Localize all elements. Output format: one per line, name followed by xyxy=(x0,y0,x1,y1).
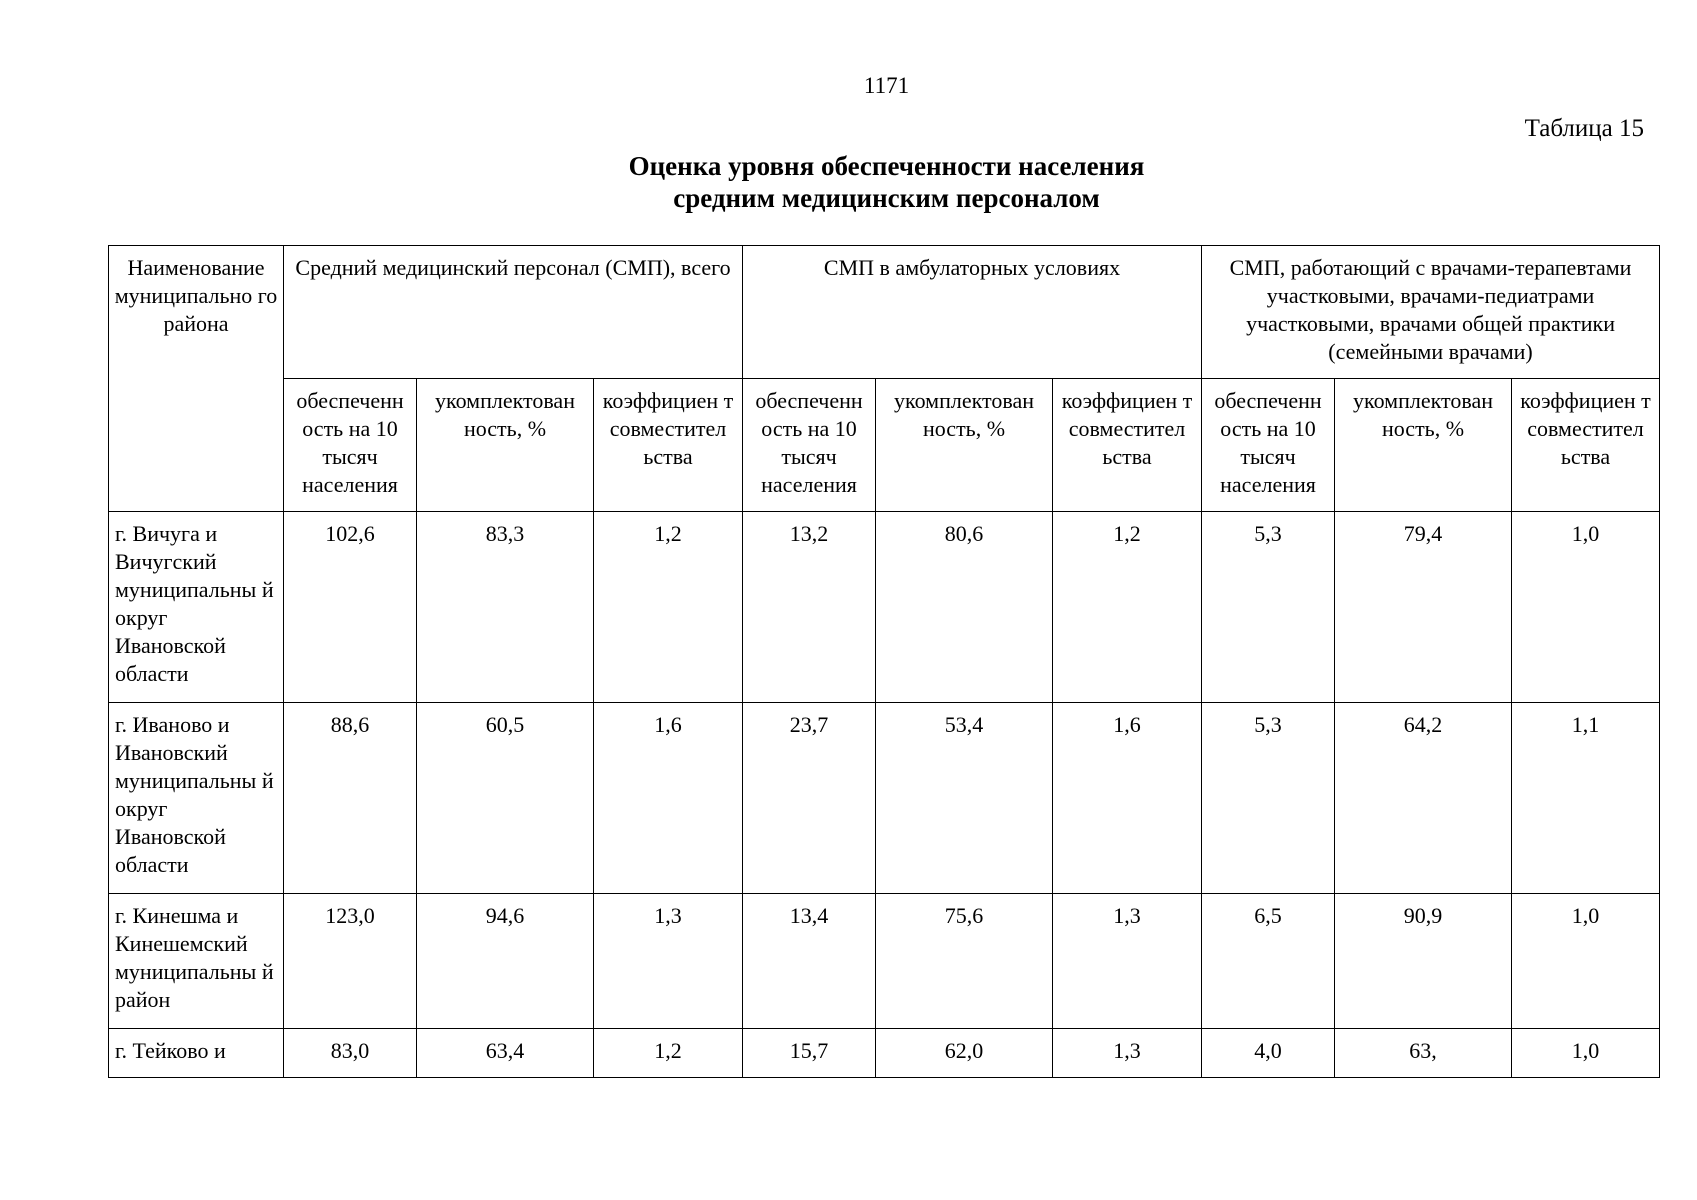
table-cell: 64,2 xyxy=(1335,703,1512,894)
header-group-total: Средний медицинский персонал (СМП), всего xyxy=(284,246,743,379)
header-row-subcolumns xyxy=(109,379,1660,512)
table-cell: 102,6 xyxy=(284,512,417,703)
table-cell: 6,5 xyxy=(1202,894,1335,1029)
table-cell: 13,2 xyxy=(743,512,876,703)
table-cell: 23,7 xyxy=(743,703,876,894)
table-row xyxy=(109,703,1660,894)
header-provision: обеспеченн ость на 10 тысяч населения xyxy=(284,379,417,512)
table-cell: 1,2 xyxy=(594,512,743,703)
table-cell: 53,4 xyxy=(876,703,1053,894)
header-provision: обеспеченн ость на 10 тысяч населения xyxy=(743,379,876,512)
table-cell: 80,6 xyxy=(876,512,1053,703)
table-title xyxy=(0,150,1697,214)
district-name: г. Вичуга и Вичугский муниципальны й округ Ивановской области xyxy=(109,512,284,703)
district-name: г. Кинешма и Кинешемский муниципальны й район xyxy=(109,894,284,1029)
table-cell: 75,6 xyxy=(876,894,1053,1029)
page-number: 1171 xyxy=(863,73,910,98)
header-staffing: укомплектован ность, % xyxy=(1335,379,1512,512)
header-group-outpatient: СМП в амбулаторных условиях xyxy=(743,246,1202,379)
table-cell: 1,2 xyxy=(1053,512,1202,703)
header-coefficient: коэффициен т совместител ьства xyxy=(594,379,743,512)
header-coefficient: коэффициен т совместител ьства xyxy=(1053,379,1202,512)
data-table xyxy=(108,245,1660,1078)
table-cell: 1,2 xyxy=(594,1029,743,1078)
table-cell: 63,4 xyxy=(417,1029,594,1078)
district-name: г. Тейково и xyxy=(109,1029,284,1078)
header-group-with-physicians: СМП, работающий с врачами-терапевтами участковыми, врачами-педиатрами участковыми, врачами общей практики (семейными врачами) xyxy=(1202,246,1660,379)
table-cell: 1,3 xyxy=(1053,1029,1202,1078)
table-title-line-2: средним медицинским персоналом xyxy=(673,183,1100,213)
table-row xyxy=(109,512,1660,703)
table-cell: 63, xyxy=(1335,1029,1512,1078)
table-cell: 83,0 xyxy=(284,1029,417,1078)
table-cell: 1,3 xyxy=(594,894,743,1029)
header-provision: обеспеченн ость на 10 тысяч населения xyxy=(1202,379,1335,512)
table-cell: 79,4 xyxy=(1335,512,1512,703)
table-cell: 90,9 xyxy=(1335,894,1512,1029)
table-cell: 4,0 xyxy=(1202,1029,1335,1078)
table-cell: 1,6 xyxy=(594,703,743,894)
table-cell: 1,6 xyxy=(1053,703,1202,894)
table-cell: 15,7 xyxy=(743,1029,876,1078)
table-label: Таблица 15 xyxy=(1524,115,1644,142)
header-staffing: укомплектован ность, % xyxy=(417,379,594,512)
district-name: г. Иваново и Ивановский муниципальны й округ Ивановской области xyxy=(109,703,284,894)
table-cell: 60,5 xyxy=(417,703,594,894)
table-cell: 1,0 xyxy=(1512,894,1660,1029)
table-cell: 1,0 xyxy=(1512,1029,1660,1078)
table-cell: 62,0 xyxy=(876,1029,1053,1078)
table-row xyxy=(109,1029,1660,1078)
table-cell: 88,6 xyxy=(284,703,417,894)
table-cell: 5,3 xyxy=(1202,703,1335,894)
header-row-groups xyxy=(109,246,1660,379)
header-staffing: укомплектован ность, % xyxy=(876,379,1053,512)
table-row xyxy=(109,894,1660,1029)
header-coefficient: коэффициен т совместител ьства xyxy=(1512,379,1660,512)
table-cell: 123,0 xyxy=(284,894,417,1029)
table-cell: 94,6 xyxy=(417,894,594,1029)
table-cell: 13,4 xyxy=(743,894,876,1029)
table-cell: 1,0 xyxy=(1512,512,1660,703)
table-cell: 1,3 xyxy=(1053,894,1202,1029)
table-title-line-1: Оценка уровня обеспеченности населения xyxy=(628,151,1145,181)
table-cell: 83,3 xyxy=(417,512,594,703)
table-cell: 5,3 xyxy=(1202,512,1335,703)
table-cell: 1,1 xyxy=(1512,703,1660,894)
header-name-column: Наименование муниципально го района xyxy=(109,246,284,512)
